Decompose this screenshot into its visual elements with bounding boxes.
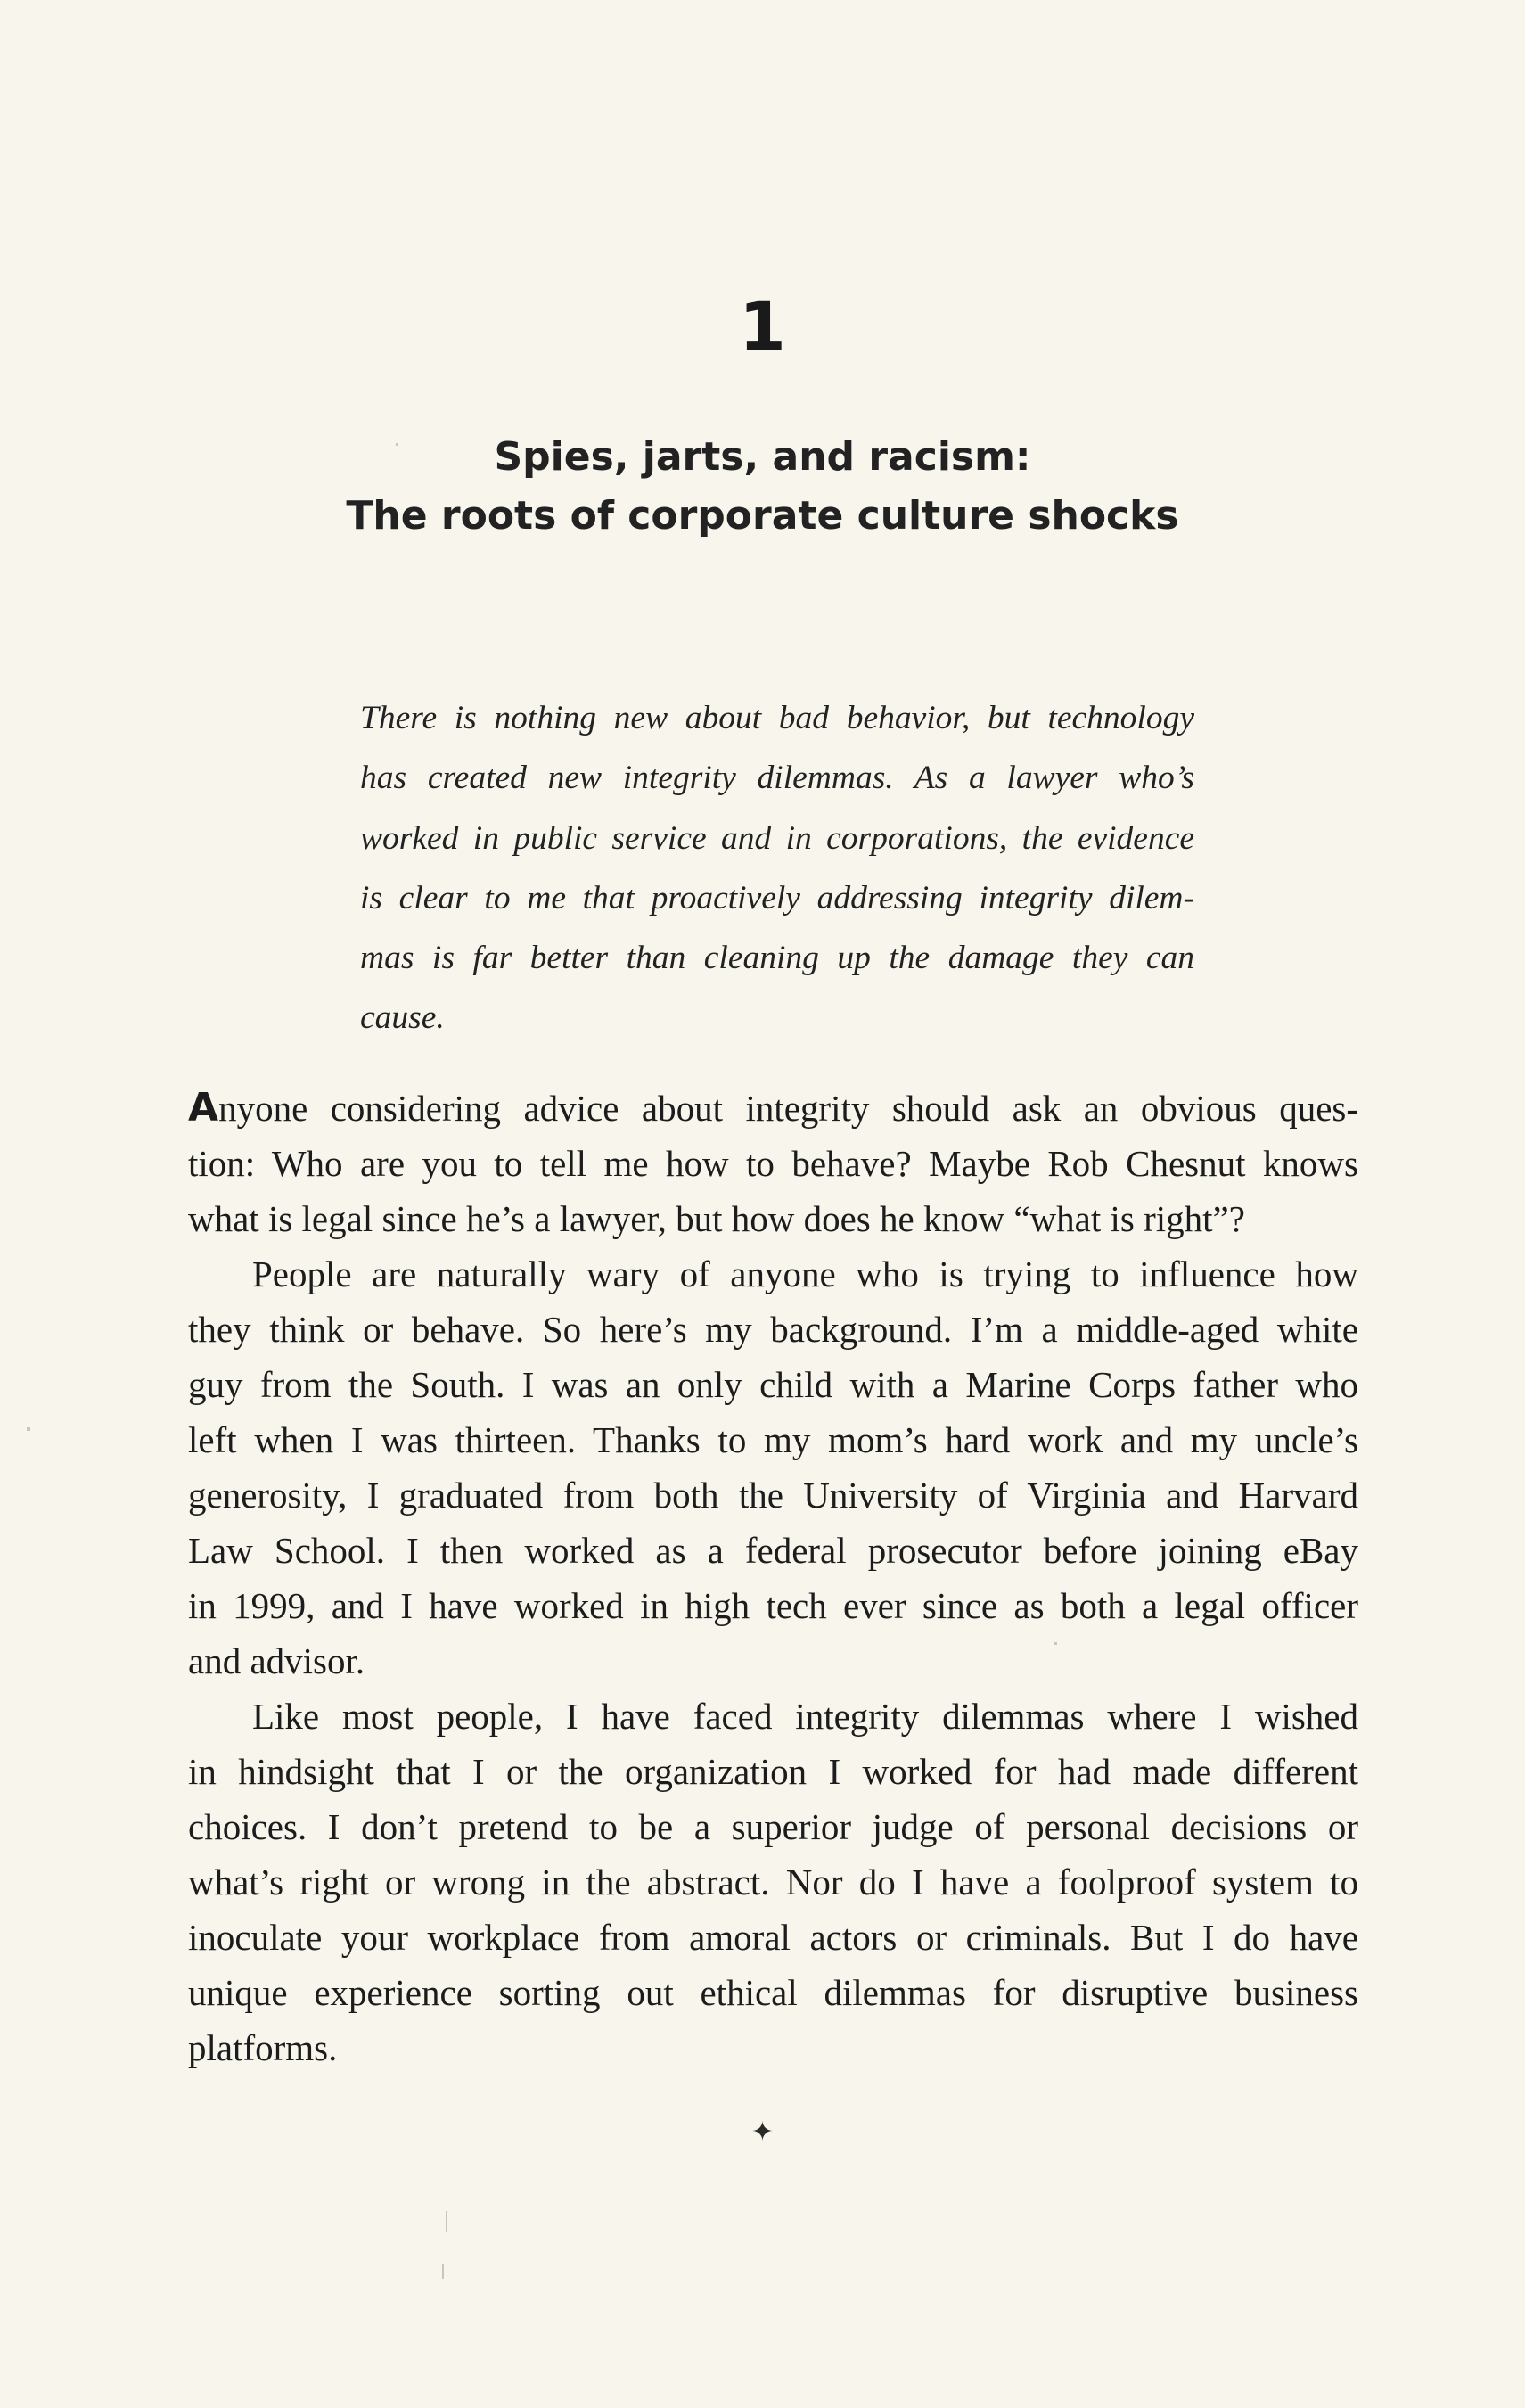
paragraph-line: People are naturally wary of anyone who is trying to influence how: [252, 1253, 1358, 1294]
chapter-title: [0, 428, 1525, 546]
epigraph-line: worked in public service and in corporations, the evidence: [360, 819, 1194, 857]
scan-speck: [27, 1427, 30, 1431]
chapter-number: 1: [739, 287, 786, 366]
paragraph-line: inoculate your workplace from amoral actors or criminals. But I do have: [188, 1917, 1358, 1958]
paragraph-line: Like most people, I have faced integrity dilemmas where I wished: [252, 1696, 1358, 1737]
epigraph-line: mas is far better than cleaning up the damage they can: [360, 940, 1194, 977]
scan-speck: [442, 2264, 444, 2279]
epigraph-line: There is nothing new about bad behavior, but technology: [360, 700, 1194, 736]
drop-cap: A: [188, 1085, 219, 1130]
paragraph-line: unique experience sorting out ethical dilemmas for disruptive business: [188, 1972, 1358, 2013]
paragraph-line: left when I was thirteen. Thanks to my mom’s hard work and my uncle’s: [188, 1419, 1358, 1460]
paragraph-line: and advisor.: [188, 1640, 365, 1681]
paragraph-1: [188, 1081, 1358, 1246]
epigraph-line: has created new integrity dilemmas. As a lawyer who’s: [360, 760, 1194, 797]
paragraph-line: what’s right or wrong in the abstract. Nor do I have a foolproof system to: [188, 1861, 1358, 1903]
chapter-title-line-2: The roots of corporate culture shocks: [346, 493, 1179, 538]
scan-speck: [396, 443, 398, 446]
paragraph-line: Law School. I then worked as a federal prosecutor before joining eBay: [188, 1530, 1358, 1571]
epigraph: [360, 688, 1194, 1048]
paragraph-3: [188, 1689, 1358, 2075]
paragraph-line-text: nyone considering advice about integrity should ask an obvious ques-: [218, 1088, 1358, 1129]
paragraph-line: in hindsight that I or the organization I worked for had made different: [188, 1751, 1358, 1792]
scan-speck: [446, 2211, 447, 2232]
section-ornament-icon: ✦: [750, 2116, 775, 2148]
epigraph-line: cause.: [360, 999, 445, 1037]
paragraph-line: in 1999, and I have worked in high tech ever since as both a legal officer: [188, 1585, 1358, 1626]
paragraph-line: they think or behave. So here’s my background. I’m a middle-aged white: [188, 1309, 1358, 1350]
paragraph-line: generosity, I graduated from both the University of Virginia and Harvard: [188, 1475, 1358, 1516]
body-text: [188, 1081, 1358, 2075]
paragraph-2: [188, 1246, 1358, 1689]
paragraph-line: choices. I don’t pretend to be a superior judge of personal decisions or: [188, 1806, 1358, 1847]
paragraph-line: [188, 1081, 1358, 1136]
paragraph-line: platforms.: [188, 2027, 338, 2068]
scan-speck: [1054, 1642, 1057, 1645]
paragraph-line: tion: Who are you to tell me how to behave? Maybe Rob Chesnut knows: [188, 1143, 1358, 1184]
paragraph-line: guy from the South. I was an only child with a Marine Corps father who: [188, 1364, 1358, 1405]
epigraph-line: is clear to me that proactively addressing integrity dilem-: [360, 879, 1194, 916]
paragraph-line: what is legal since he’s a lawyer, but how does he know “what is right”?: [188, 1198, 1245, 1239]
chapter-title-line-1: Spies, jarts, and racism:: [494, 434, 1031, 480]
